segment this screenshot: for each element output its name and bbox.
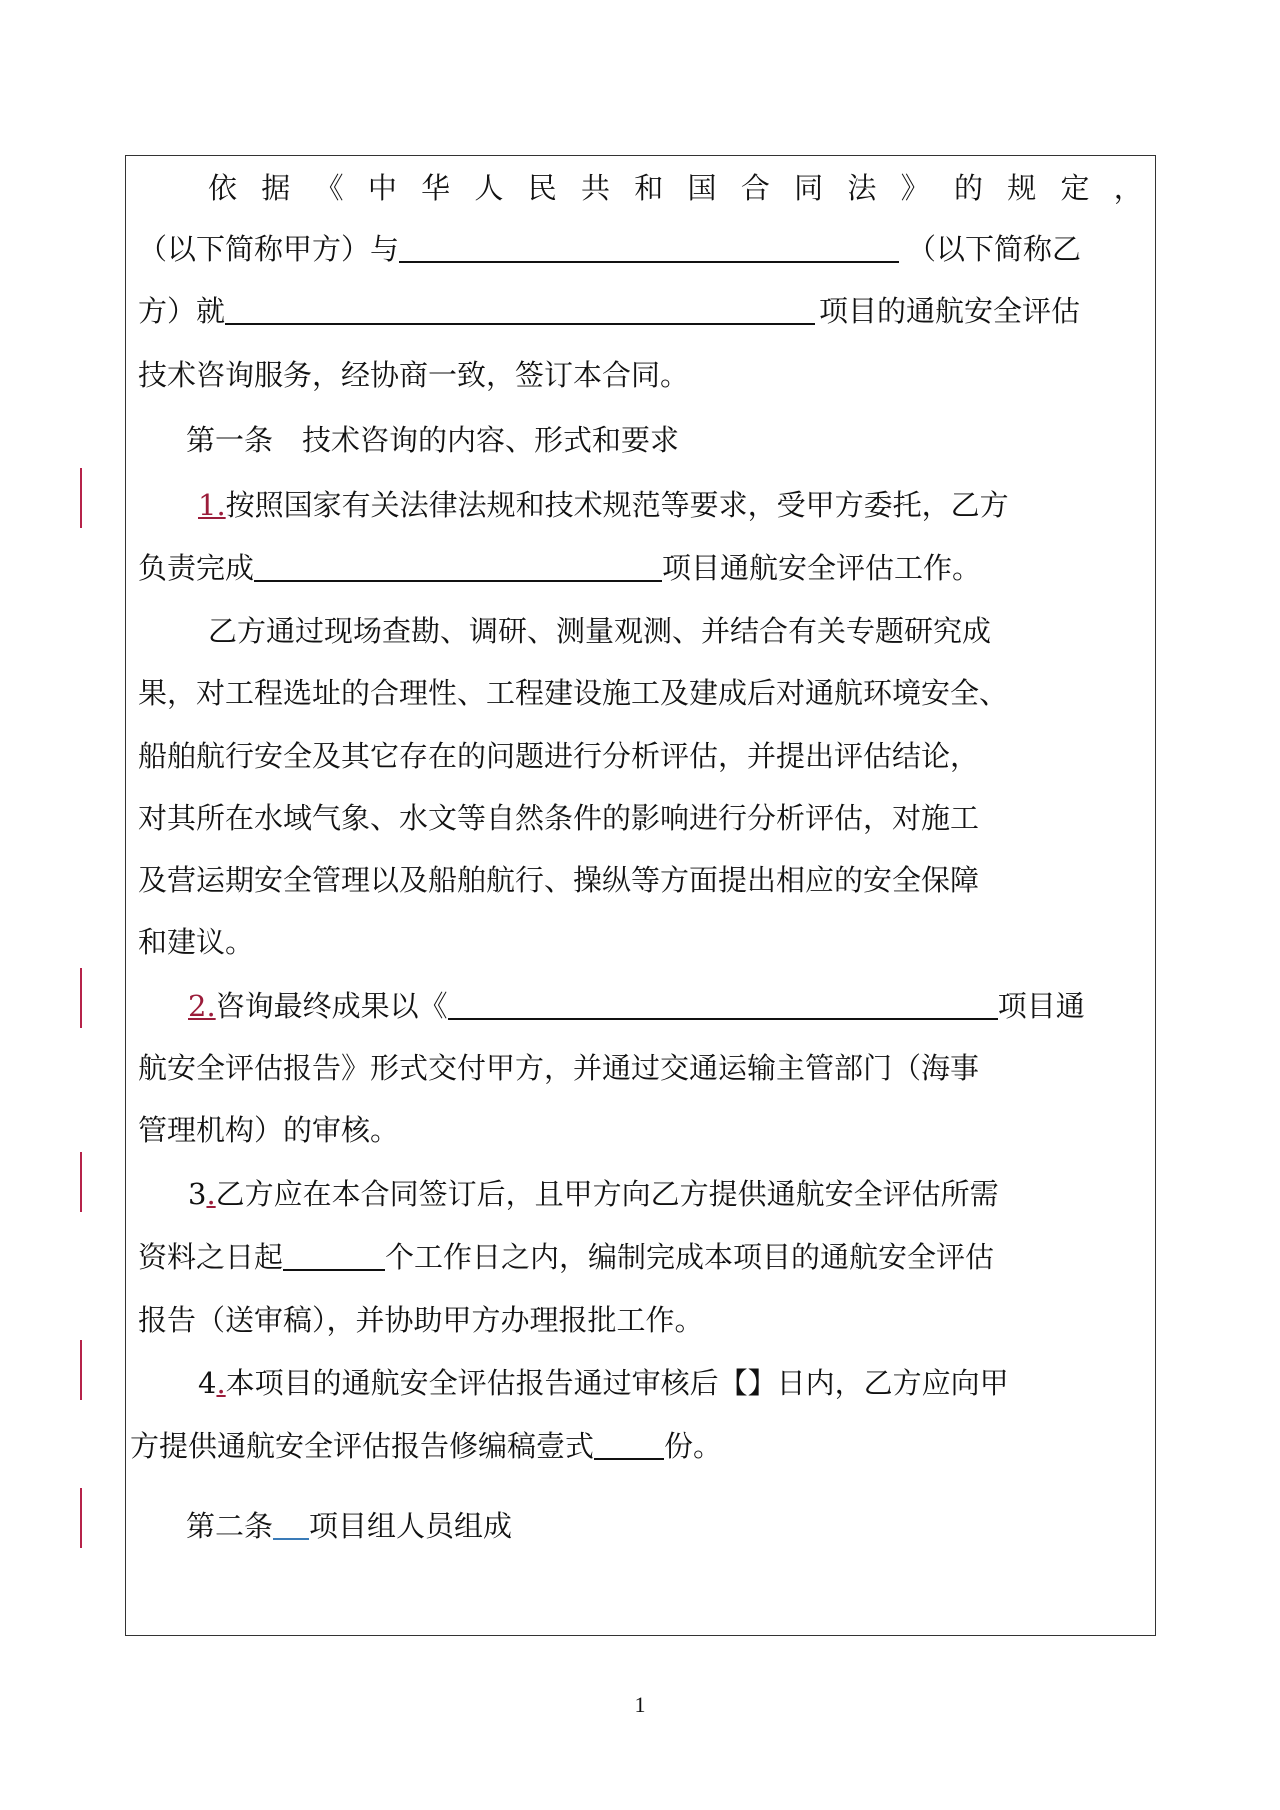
article-1-item-1-line-1 (198, 485, 1203, 525)
intro-line-3-post: 项目的通航安全评估 (819, 294, 1081, 328)
item-1-number: 1. (198, 488, 226, 522)
revision-marker (80, 968, 82, 1028)
item-3-line-3: 报告（送审稿），并协助甲方办理报批工作。 (138, 1303, 704, 1337)
copies-blank (594, 1428, 664, 1460)
intro-line-1-char: 规 (1007, 171, 1037, 205)
item-1-para-line-1: 乙方通过现场查勘、调研、测量观测、并结合有关专题研究成 (208, 614, 992, 648)
revision-marker (80, 1488, 82, 1548)
item-2-line-2: 航安全评估报告》形式交付甲方，并通过交通运输主管部门（海事 (138, 1051, 980, 1085)
item-3-line-2-pre: 资料之日起 (138, 1240, 284, 1274)
workdays-blank (283, 1239, 385, 1271)
article-1-item-4-line-1 (198, 1363, 1203, 1403)
item-4-number: 4 (198, 1366, 217, 1400)
item-4-number-dot: . (216, 1366, 226, 1400)
item-2-line-3: 管理机构）的审核。 (138, 1113, 400, 1147)
page-number: 1 (634, 1692, 646, 1717)
report-name-blank (448, 988, 998, 1020)
intro-line-1-char: 据 (261, 171, 291, 205)
intro-line-1-char: 中 (367, 171, 397, 205)
item-2-line-1-pre: 咨询最终成果以《 (215, 989, 448, 1023)
intro-line-1-char: 》 (900, 171, 930, 205)
intro-line-1-char: 的 (953, 171, 983, 205)
project-blank-2 (254, 550, 662, 582)
intro-line-2-pre: （以下简称甲方）与 (138, 232, 400, 266)
revision-marker (80, 468, 82, 528)
intro-line-4: 技术咨询服务，经协商一致，签订本合同。 (138, 358, 690, 392)
intro-line-1-char: 国 (687, 171, 717, 205)
intro-line-3-pre: 方）就 (138, 294, 226, 328)
intro-line-1-char: 华 (421, 171, 451, 205)
item-1-line-2-post: 项目通航安全评估工作。 (662, 551, 982, 585)
article-2-title-pre: 第二条 (186, 1509, 274, 1543)
item-1-line-2-pre: 负责完成 (138, 551, 255, 585)
item-1-para-line-5: 及营运期安全管理以及船舶航行、操纵等方面提出相应的安全保障 (138, 863, 980, 897)
intro-line-1-char: 民 (527, 171, 557, 205)
intro-line-1-char: 定 (1060, 171, 1090, 205)
intro-line-2-post: （以下简称乙 (907, 232, 1082, 266)
intro-line-1-char: 《 (314, 171, 344, 205)
item-2-number: 2. (188, 989, 216, 1023)
article-1-item-3-line-1 (188, 1174, 1193, 1214)
article-1-item-1-line-2 (138, 548, 1143, 588)
item-4-line-2-pre: 方提供通航安全评估报告修编稿壹式 (130, 1429, 595, 1463)
item-1-para-line-3: 船舶航行安全及其它存在的问题进行分析评估，并提出评估结论， (138, 739, 980, 773)
intro-line-1-char: 同 (794, 171, 824, 205)
article-2-title-post: 项目组人员组成 (309, 1509, 513, 1543)
intro-line-1-char: 法 (847, 171, 877, 205)
item-4-line-2 (130, 1426, 1135, 1466)
revision-marker (80, 1340, 82, 1400)
item-3-line-2-post: 个工作日之内，编制完成本项目的通航安全评估 (385, 1240, 995, 1274)
article-1-item-2-line-1 (188, 986, 1193, 1026)
intro-line-1 (138, 168, 1143, 208)
item-3-number: 3 (188, 1177, 207, 1211)
item-1-para-line-6: 和建议。 (138, 925, 255, 959)
intro-line-1-char: 合 (740, 171, 770, 205)
item-4-line-1: 本项目的通航安全评估报告通过审核后【】日内，乙方应向甲 (225, 1366, 1009, 1400)
item-1-para-line-4: 对其所在水域气象、水文等自然条件的影响进行分析评估，对施工 (138, 801, 980, 835)
item-1-text: 按照国家有关法律法规和技术规范等要求，受甲方委托，乙方 (225, 488, 1009, 522)
intro-line-1-char: 依 (208, 171, 238, 205)
revision-marker (80, 1152, 82, 1212)
intro-line-1-char: 人 (474, 171, 504, 205)
item-3-line-1: 乙方应在本合同签订后，且甲方向乙方提供通航安全评估所需 (215, 1177, 999, 1211)
party-b-blank (399, 231, 899, 263)
article-2-title (186, 1506, 1191, 1546)
item-3-line-2 (138, 1237, 1143, 1277)
article-1-title: 第一条 技术咨询的内容、形式和要求 (186, 423, 680, 457)
item-3-number-dot: . (206, 1177, 216, 1211)
intro-line-2 (138, 229, 1143, 269)
intro-line-1-char: 共 (580, 171, 610, 205)
item-2-line-1-post: 项目通 (997, 989, 1085, 1023)
intro-line-3 (138, 291, 1143, 331)
intro-line-1-char: 和 (634, 171, 664, 205)
intro-line-1-char: ， (1113, 171, 1143, 205)
item-4-line-2-post: 份。 (664, 1429, 723, 1463)
article-2-blank (273, 1508, 309, 1540)
project-name-blank (225, 293, 815, 325)
item-1-para-line-2: 果，对工程选址的合理性、工程建设施工及建成后对通航环境安全、 (138, 676, 1009, 710)
